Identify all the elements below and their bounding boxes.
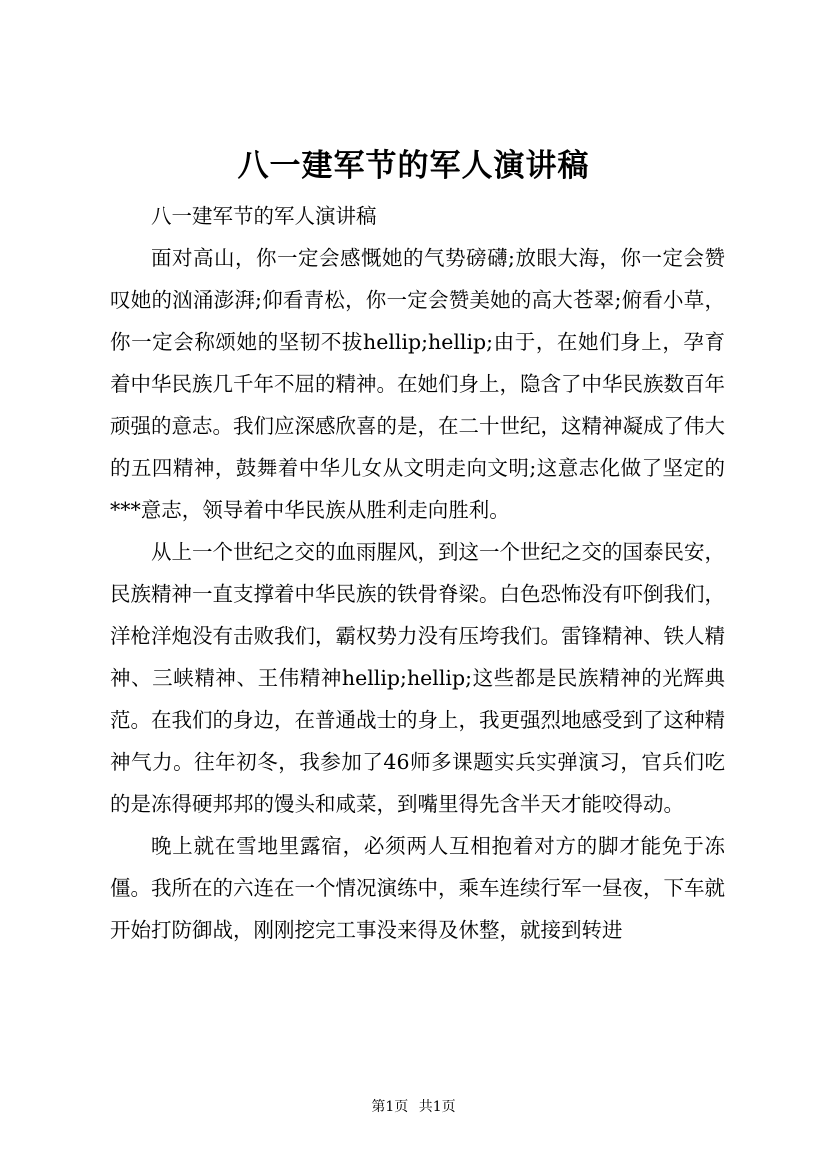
page-total: 共1页 (418, 1099, 456, 1115)
paragraph: 从上一个世纪之交的血雨腥风，到这一个世纪之交的国泰民安，民族精神一直支撑着中华民族的铁骨脊梁。白色恐怖没有吓倒我们，洋枪洋炮没有击败我们，霸权势力没有压垮我们。雷锋精神、铁人精神、三峡精神、王伟精神hellip;hellip;这些都是民族精神的光辉典范。在我们的身边，在普通战士的身上，我更强烈地感受到了这种精神气力。往年初冬，我参加了46师多课题实兵实弹演习，官兵们吃的是冻得硬邦邦的馒头和咸菜，到嘴里得先含半天才能咬得动。 (110, 540, 725, 816)
page-footer (0, 1097, 827, 1117)
document-body (110, 195, 725, 951)
paragraph: 晚上就在雪地里露宿，必须两人互相抱着对方的脚才能免于冻僵。我所在的六连在一个情况演练中，乘车连续行军一昼夜，下车就开始打防御战，刚刚挖完工事没来得及休整，就接到转进 (110, 834, 725, 942)
paragraph-subtitle: 八一建军节的军人演讲稿 (151, 204, 377, 228)
page-number: 第1页 (371, 1099, 409, 1115)
paragraph: 面对高山，你一定会感慨她的气势磅礴;放眼大海，你一定会赞叹她的汹涌澎湃;仰看青松，你一定会赞美她的高大苍翠;俯看小草，你一定会称颂她的坚韧不拔hellip;hellip;由于，在她们身上，孕育着中华民族几千年不屈的精神。在她们身上，隐含了中华民族数百年顽强的意志。我们应深感欣喜的是，在二十世纪，这精神凝成了伟大的五四精神，鼓舞着中华儿女从文明走向文明;这意志化做了坚定的***意志，领导着中华民族从胜利走向胜利。 (110, 246, 725, 522)
document-title: 八一建军节的军人演讲稿 (237, 148, 590, 184)
